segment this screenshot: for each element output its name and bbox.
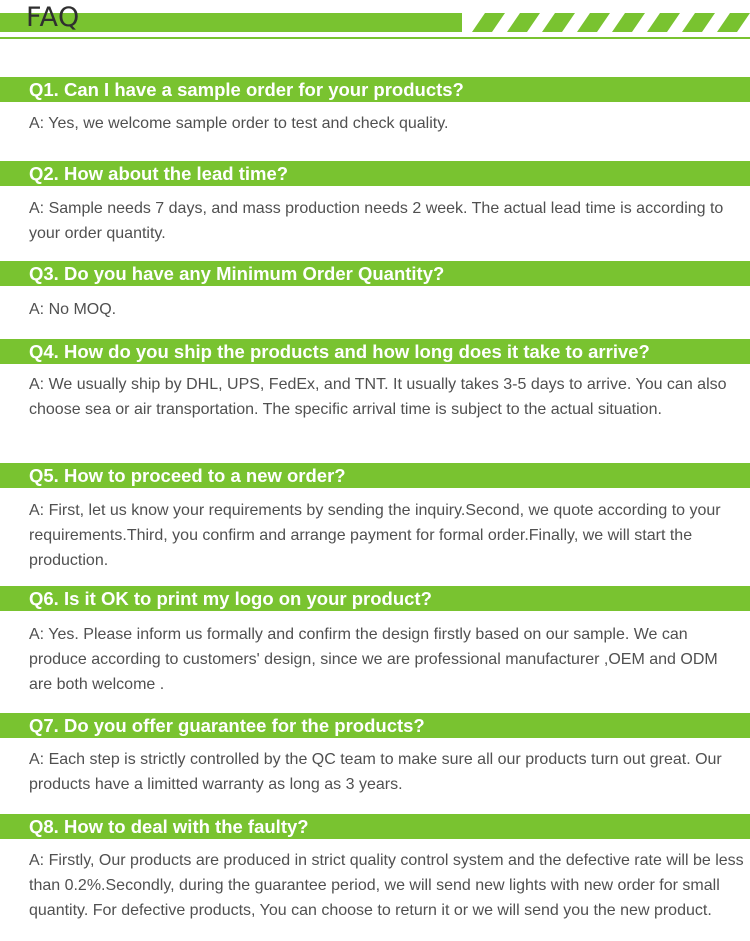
page-title: FAQ: [26, 2, 80, 33]
faq-answer: A: Yes, we welcome sample order to test and check quality.: [29, 115, 449, 132]
faq-answer: A: Each step is strictly controlled by the QC team to make sure all our products turn out great. Our products have a limitted warranty as long as 3 years.: [29, 751, 722, 793]
faq-question-bar: [0, 713, 750, 738]
faq-question-bar: [0, 261, 750, 286]
faq-answer: A: Yes. Please inform us formally and confirm the design firstly based on our sample. We can produce according to customers' design, since we are professional manufacturer ,OEM and ODM are both welcome .: [29, 626, 718, 693]
faq-answer: A: Firstly, Our products are produced in strict quality control system and the defective rate will be less than 0.2%.Secondly, during the guarantee period, we will send new lights with new order for small quantity. For defective products, You can choose to return it or we will send you the new product.: [29, 852, 744, 919]
faq-header: [0, 0, 750, 46]
faq-question: Q1. Can I have a sample order for your products?: [29, 79, 464, 100]
faq-answer: A: First, let us know your requirements by sending the inquiry.Second, we quote according to your requirements.Third, you confirm and arrange payment for formal order.Finally, we will start the production.: [29, 502, 721, 569]
faq-question: Q7. Do you offer guarantee for the products?: [29, 715, 425, 736]
faq-answer: A: We usually ship by DHL, UPS, FedEx, and TNT. It usually takes 3-5 days to arrive. You can also choose sea or air transportation. The specific arrival time is subject to the actual situation.: [29, 376, 727, 418]
faq-answer: A: Sample needs 7 days, and mass production needs 2 week. The actual lead time is according to your order quantity.: [29, 200, 724, 242]
faq-question-bar: [0, 161, 750, 186]
faq-question: Q8. How to deal with the faulty?: [29, 816, 309, 837]
faq-question: Q4. How do you ship the products and how long does it take to arrive?: [29, 341, 650, 362]
faq-question-bar: [0, 77, 750, 102]
faq-question: Q3. Do you have any Minimum Order Quantity?: [29, 263, 445, 284]
faq-answer: A: No MOQ.: [29, 301, 117, 318]
faq-question: Q5. How to proceed to a new order?: [29, 465, 346, 486]
header-underline: [0, 37, 750, 39]
faq-question-bar: [0, 463, 750, 488]
faq-question-bar: [0, 814, 750, 839]
faq-question-bar: [0, 586, 750, 611]
header-stripes-decoration: [462, 13, 750, 32]
faq-question: Q2. How about the lead time?: [29, 163, 289, 184]
faq-question-bar: [0, 339, 750, 364]
faq-question: Q6. Is it OK to print my logo on your product?: [29, 588, 432, 609]
